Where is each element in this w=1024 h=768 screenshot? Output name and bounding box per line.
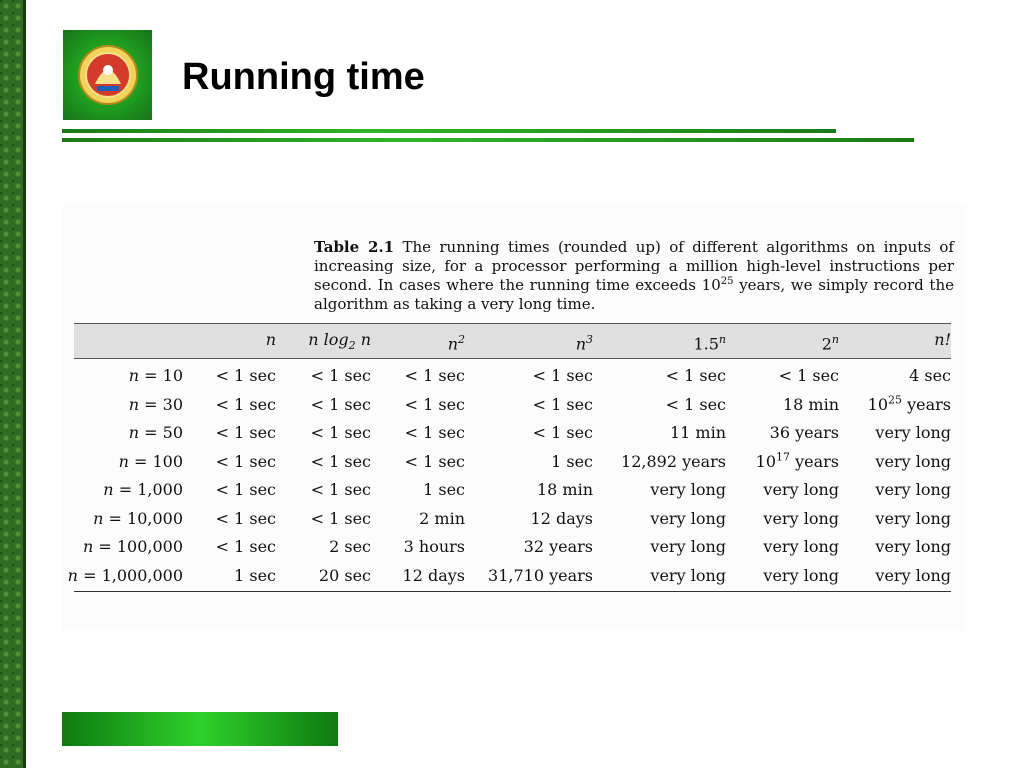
- table-cell: 2 min: [419, 508, 465, 528]
- table-cell: 12 days: [530, 508, 593, 528]
- table-cell: 1 sec: [423, 480, 465, 499]
- row-label: n = 50: [128, 423, 183, 442]
- table-cell: < 1 sec: [215, 508, 276, 528]
- row-label: n = 100: [118, 451, 183, 471]
- table-cell: $10^{17}$ years: [755, 450, 839, 471]
- table-cell: < 1 sec: [310, 394, 371, 414]
- table-cell: 12 days: [402, 565, 465, 585]
- column-header: 2$^n$: [821, 333, 839, 354]
- table-cell: < 1 sec: [310, 423, 371, 442]
- table-cell: < 1 sec: [665, 394, 726, 414]
- table-cell: very long: [650, 480, 726, 499]
- table-cell: very long: [650, 537, 726, 556]
- column-header: $n^2$: [447, 333, 465, 354]
- column-header: n $\log_2 n$: [308, 330, 371, 353]
- table-cell: very long: [875, 423, 951, 442]
- table-cell: very long: [875, 451, 951, 471]
- table-cell: < 1 sec: [310, 451, 371, 471]
- row-label: n = 10,000: [93, 508, 183, 528]
- row-label: n = 100,000: [82, 537, 183, 556]
- table-cell: very long: [650, 565, 726, 585]
- table-cell: 2 sec: [329, 537, 371, 556]
- table-cell: < 1 sec: [404, 451, 465, 471]
- table-cell: very long: [875, 565, 951, 585]
- table-cell: < 1 sec: [532, 366, 593, 385]
- table-cell: < 1 sec: [404, 366, 465, 385]
- table-cell: 12,892 years: [621, 451, 726, 471]
- table-cell: < 1 sec: [532, 394, 593, 414]
- footer-bar: [62, 712, 338, 746]
- university-crest-icon: [77, 44, 139, 106]
- table-cell: < 1 sec: [310, 508, 371, 528]
- decorative-left-strip: [0, 0, 26, 768]
- table-cell: 1 sec: [234, 565, 276, 585]
- table-cell: < 1 sec: [532, 423, 593, 442]
- table-cell: 31,710 years: [488, 565, 593, 585]
- divider: [62, 138, 914, 142]
- table-cell: very long: [875, 508, 951, 528]
- table-cell: < 1 sec: [215, 366, 276, 385]
- table-cell: < 1 sec: [404, 423, 465, 442]
- caption-text-end: years, we simply record the algorithm as taking a very long time.: [314, 276, 954, 313]
- column-header: n!: [934, 330, 951, 349]
- table-cell: 36 years: [769, 423, 839, 442]
- row-label: n = 30: [128, 394, 183, 414]
- table-cell: 18 min: [782, 394, 839, 414]
- table-cell: 3 hours: [403, 537, 465, 556]
- column-header: n: [265, 330, 276, 349]
- table-cell: < 1 sec: [215, 423, 276, 442]
- table-cell: < 1 sec: [215, 451, 276, 471]
- table-bottom-rule: [74, 591, 951, 592]
- table-cell: < 1 sec: [778, 366, 839, 385]
- table-cell: < 1 sec: [215, 480, 276, 499]
- table-cell: 18 min: [536, 480, 593, 499]
- row-label: n = 10: [128, 366, 183, 385]
- table-cell: < 1 sec: [665, 366, 726, 385]
- table-cell: very long: [763, 508, 839, 528]
- logo: [63, 30, 152, 120]
- table-cell: very long: [650, 508, 726, 528]
- table-cell: 11 min: [669, 423, 726, 442]
- table-cell: 32 years: [523, 537, 593, 556]
- row-label: n = 1,000,000: [67, 565, 183, 585]
- table-cell: very long: [763, 480, 839, 499]
- table-cell: very long: [875, 537, 951, 556]
- column-header: 1.5$^n$: [693, 333, 726, 354]
- table-cell: 20 sec: [318, 565, 371, 585]
- table-cell: $10^{25}$ years: [867, 393, 951, 414]
- table-cell: 1 sec: [551, 451, 593, 471]
- table-cell: < 1 sec: [310, 480, 371, 499]
- divider: [62, 129, 836, 133]
- column-header: $n^3$: [575, 333, 593, 354]
- running-time-table: [62, 205, 964, 630]
- row-label: n = 1,000: [103, 480, 183, 499]
- caption-label: Table 2.1: [314, 238, 395, 256]
- table-cell: 4 sec: [909, 366, 951, 385]
- caption-exponent: 25: [720, 276, 734, 287]
- table-cell: < 1 sec: [404, 394, 465, 414]
- table-cell: very long: [763, 537, 839, 556]
- table-cell: < 1 sec: [215, 537, 276, 556]
- table-cell: < 1 sec: [310, 366, 371, 385]
- table-caption: [314, 238, 954, 314]
- caption-text: The running times (rounded up) of different algorithms on inputs of increasing size, for a processor performing a million high-level instructions per second. In cases where the running time exceeds 10: [314, 238, 954, 294]
- page-title: Running time: [182, 56, 425, 98]
- table-cell: very long: [875, 480, 951, 499]
- table-cell: < 1 sec: [215, 394, 276, 414]
- table-cell: very long: [763, 565, 839, 585]
- table-header: [74, 323, 951, 359]
